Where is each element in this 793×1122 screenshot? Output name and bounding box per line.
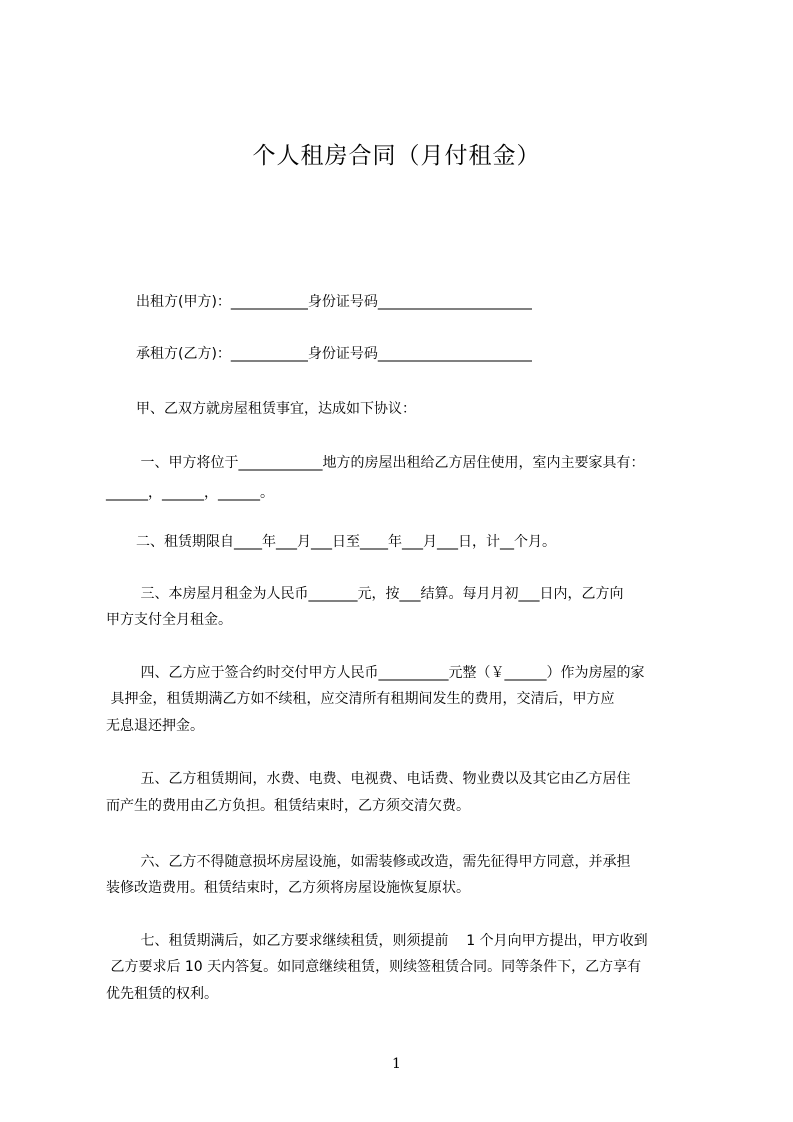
clause-3-line-2: 甲方支付全月租金。 — [106, 612, 232, 628]
clause-5-line-2: 而产生的费用由乙方负担。租赁结束时，乙方须交清欠费。 — [106, 798, 470, 814]
clause-7-line-1: 七、租赁期满后，如乙方要求继续租赁，则须提前 1 个月向甲方提出，甲方收到 — [136, 933, 648, 949]
contract-title: 个人租房合同（月付租金） — [252, 143, 541, 169]
clause-1-line-1: 一、甲方将位于____________地方的房屋出租给乙方居住使用，室内主要家具有： — [136, 455, 645, 471]
clause-6-line-2: 装修改造费用。租赁结束时，乙方须将房屋设施恢复原状。 — [106, 880, 470, 896]
clause-7-line-3: 优先租赁的权利。 — [106, 986, 218, 1002]
clause-6-line-1: 六、乙方不得随意损坏房屋设施，如需装修或改造，需先征得甲方同意，并承担 — [136, 854, 631, 870]
intro-line: 甲、乙双方就房屋租赁事宜，达成如下协议： — [136, 401, 416, 417]
clause-7-line-2: 乙方要求后 10 天内答复。如同意继续租赁，则续签租赁合同。同等条件下，乙方享有 — [106, 959, 642, 975]
page-number: 1 — [392, 1056, 401, 1072]
clause-5-line-1: 五、乙方租赁期间，水费、电费、电视费、电话费、物业费以及其它由乙方居住 — [136, 771, 631, 787]
lessee-line: 承租方(乙方)：___________身份证号码______________________ — [136, 346, 532, 362]
clause-3-line-1: 三、本房屋月租金为人民币_______元，按___结算。每月月初___日内，乙方向 — [136, 586, 624, 602]
clause-4-line-2: 具押金，租赁期满乙方如不续租，应交清所有租期间发生的费用，交清后，甲方应 — [106, 691, 615, 707]
clause-2-line-1: 二、租赁期限自____年___月___日至____年___月___日，计__个月。 — [136, 534, 556, 550]
clause-4-line-1: 四、乙方应于签合约时交付甲方人民币__________元整（￥______）作为房屋的家 — [136, 665, 645, 681]
clause-4-line-3: 无息退还押金。 — [106, 718, 204, 734]
clause-1-line-2: ______，______，______。 — [106, 485, 274, 501]
lessor-line: 出租方(甲方)：___________身份证号码______________________ — [136, 294, 532, 310]
